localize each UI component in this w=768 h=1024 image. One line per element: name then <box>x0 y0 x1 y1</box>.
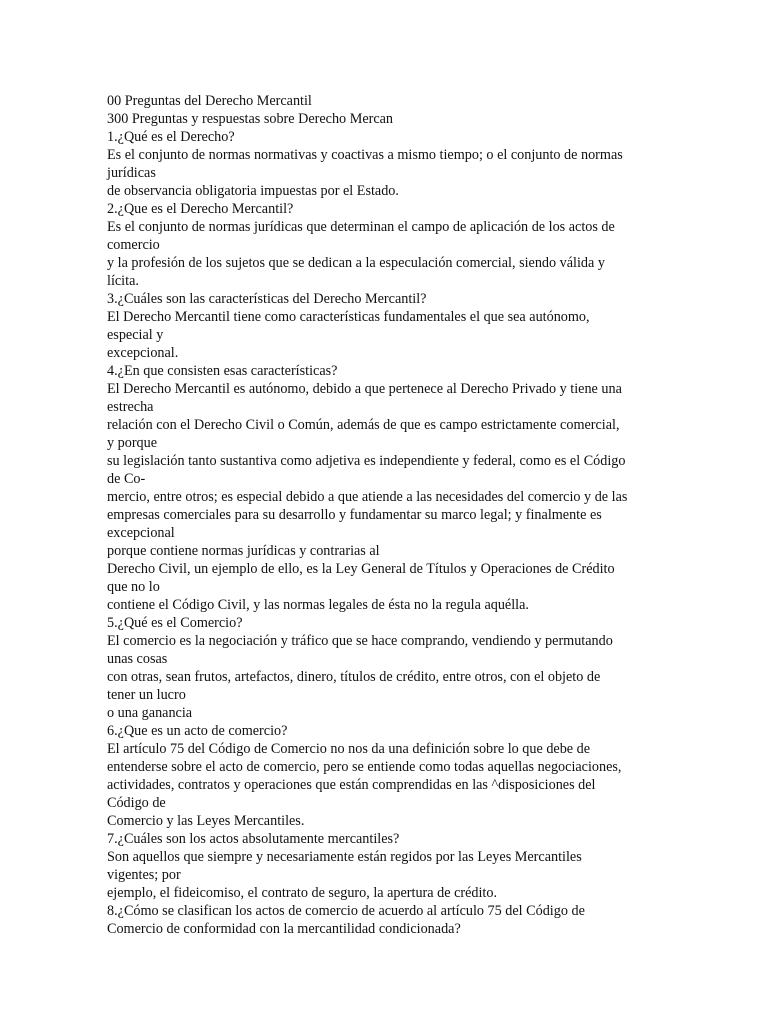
answer-4-line: empresas comerciales para su desarrollo y fundamentar su marco legal; y finalmente es <box>107 507 602 523</box>
answer-4-line: de Co- <box>107 471 146 487</box>
answer-6-line: El artículo 75 del Código de Comercio no nos da una definición sobre lo que debe de <box>107 741 591 757</box>
answer-3-line: El Derecho Mercantil tiene como características fundamentales el que sea autónomo, <box>107 309 590 325</box>
question-2: 2.¿Que es el Derecho Mercantil? <box>107 201 294 217</box>
answer-5-line: o una ganancia <box>107 705 193 721</box>
answer-4-line: Derecho Civil, un ejemplo de ello, es la Ley General de Títulos y Operaciones de Crédito <box>107 561 615 577</box>
question-7: 7.¿Cuáles son los actos absolutamente mercantiles? <box>107 831 400 847</box>
answer-5-line: unas cosas <box>107 651 168 667</box>
document-subtitle: 300 Preguntas y respuestas sobre Derecho Mercan <box>107 111 394 127</box>
question-6: 6.¿Que es un acto de comercio? <box>107 723 288 739</box>
answer-2-line: y la profesión de los sujetos que se dedican a la especulación comercial, siendo válida y <box>107 255 605 271</box>
question-8: 8.¿Cómo se clasifican los actos de comercio de acuerdo al artículo 75 del Código de <box>107 903 585 919</box>
answer-1-line: jurídicas <box>107 165 156 181</box>
answer-7-line: ejemplo, el fideicomiso, el contrato de seguro, la apertura de crédito. <box>107 885 498 901</box>
answer-6-line: entenderse sobre el acto de comercio, pero se entiende como todas aquellas negociaciones, <box>107 759 622 775</box>
answer-5-line: tener un lucro <box>107 687 186 703</box>
answer-4-line: porque contiene normas jurídicas y contrarias al <box>107 543 380 559</box>
question-8-continuation: Comercio de conformidad con la mercantilidad condicionada? <box>107 921 461 937</box>
answer-4-line: excepcional <box>107 525 175 541</box>
answer-1-line: de observancia obligatoria impuestas por el Estado. <box>107 183 399 199</box>
answer-6-line: Comercio y las Leyes Mercantiles. <box>107 813 305 829</box>
document-body <box>107 92 663 938</box>
answer-4-line: y porque <box>107 435 158 451</box>
answer-7-line: vigentes; por <box>107 867 181 883</box>
answer-4-line: que no lo <box>107 579 160 595</box>
question-5: 5.¿Qué es el Comercio? <box>107 615 243 631</box>
answer-4-line: El Derecho Mercantil es autónomo, debido a que pertenece al Derecho Privado y tiene una <box>107 381 622 397</box>
answer-1-line: Es el conjunto de normas normativas y coactivas a mismo tiempo; o el conjunto de normas <box>107 147 623 163</box>
answer-7-line: Son aquellos que siempre y necesariamente están regidos por las Leyes Mercantiles <box>107 849 582 865</box>
answer-3-line: excepcional. <box>107 345 179 361</box>
answer-6-line: actividades, contratos y operaciones que están comprendidas en las ^disposiciones del <box>107 777 596 793</box>
answer-4-line: su legislación tanto sustantiva como adjetiva es independiente y federal, como es el Código <box>107 453 626 469</box>
question-3: 3.¿Cuáles son las características del Derecho Mercantil? <box>107 291 427 307</box>
answer-4-line: mercio, entre otros; es especial debido a que atiende a las necesidades del comercio y de las <box>107 489 628 505</box>
answer-2-line: comercio <box>107 237 160 253</box>
answer-2-line: lícita. <box>107 273 139 289</box>
question-1: 1.¿Qué es el Derecho? <box>107 129 235 145</box>
answer-3-line: especial y <box>107 327 164 343</box>
answer-6-line: Código de <box>107 795 166 811</box>
answer-4-line: contiene el Código Civil, y las normas legales de ésta no la regula aquélla. <box>107 597 529 613</box>
answer-5-line: con otras, sean frutos, artefactos, dinero, títulos de crédito, entre otros, con el objeto de <box>107 669 601 685</box>
answer-2-line: Es el conjunto de normas jurídicas que determinan el campo de aplicación de los actos de <box>107 219 615 235</box>
answer-4-line: relación con el Derecho Civil o Común, además de que es campo estrictamente comercial, <box>107 417 620 433</box>
answer-5-line: El comercio es la negociación y tráfico que se hace comprando, vendiendo y permutando <box>107 633 613 649</box>
document-title: 00 Preguntas del Derecho Mercantil <box>107 93 312 109</box>
answer-4-line: estrecha <box>107 399 154 415</box>
question-4: 4.¿En que consisten esas características? <box>107 363 338 379</box>
